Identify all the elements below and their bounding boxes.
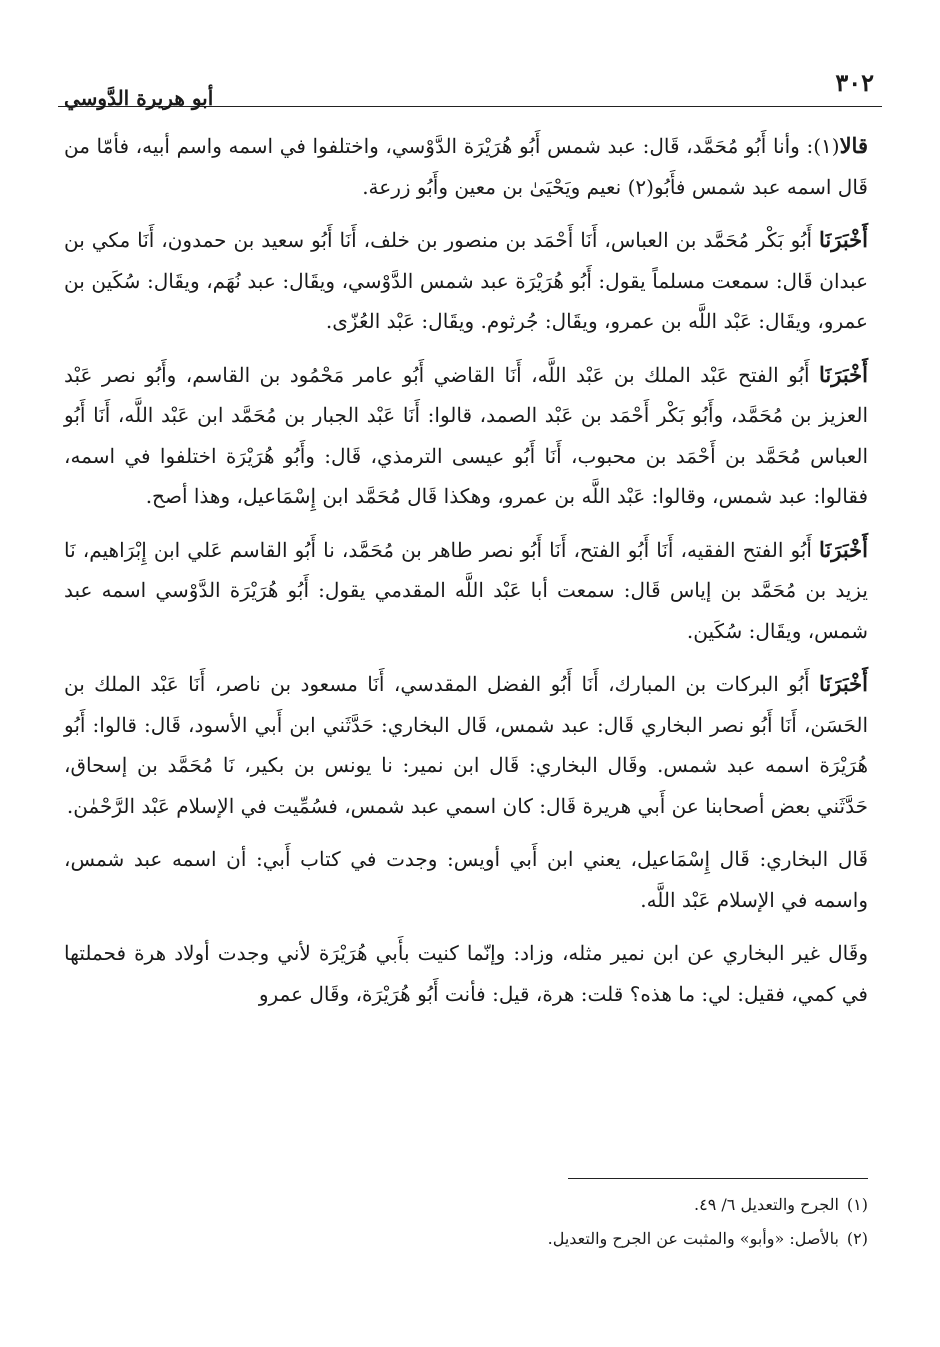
footnote-number: (٢) — [846, 1229, 868, 1248]
paragraph-lead: أَخْبَرَنَا — [819, 536, 868, 562]
page-number: ٣٠٢ — [835, 68, 874, 97]
paragraph-text: (١): وأنا أَبُو مُحَمَّد، قَال: عبد شمس أَبُو هُرَيْرَة الدَّوْسي، واختلفوا في اسمه واسم أبيه، فأمّا من قَال اسمه عبد شمس فأَبُو(٢) نعيم ويَحْيَىٰ بن معين وأَبُو زرعة. — [64, 134, 868, 199]
footnote — [64, 1222, 868, 1256]
footnote-text: الجرح والتعديل ٦/ ٤٩. — [694, 1195, 839, 1214]
footnotes — [64, 1178, 868, 1256]
paragraph-text: أَبُو الفتح الفقيه، أَنَا أَبُو الفتح، أَنَا أَبُو نصر طاهر بن مُحَمَّد، نا أَبُو القاسم عَلي ابن إِبْرَاهيم، نَا يزيد بن مُحَمَّد بن إياس قَال: سمعت أبا عَبْد اللَّه المقدمي يقول: أَبُو هُرَيْرَة الدَّوْسي اسمه عبد شمس، ويقَال: سُكَين. — [64, 537, 868, 643]
paragraph-text: أَبُو الفتح عَبْد الملك بن عَبْد اللَّه، أَنَا القاضي أَبُو عامر مَحْمُود بن القاسم، وأَبُو نصر عَبْد العزيز بن مُحَمَّد، وأَبُو بَكْر أَحْمَد بن عَبْد الصمد، قالوا: أَنَا عَبْد الجبار بن مُحَمَّد ابن عَبْد اللَّه، أَنَا أَبُو العباس مُحَمَّد بن أَحْمَد بن محبوب، أَنَا أَبُو عيسى الترمذي، قَال: وأَبُو هُرَيْرَة اختلفوا في اسمه، فقالوا: عبد شمس، وقالوا: عَبْد اللَّه بن عمرو، وهكذا قَال مُحَمَّد ابن إِسْمَاعيل، وهذا أصح. — [64, 362, 868, 508]
paragraph-lead: أَخْبَرَنَا — [819, 671, 868, 696]
page-header — [58, 62, 882, 110]
paragraph-text: قَال البخاري: قَال إِسْمَاعيل، يعني ابن أَبي أويس: وجدت في كتاب أَبي: أن اسمه عبد شمس، واسمه في الإسلام عَبْد اللَّه. — [64, 847, 868, 912]
footnote — [64, 1188, 868, 1222]
running-title: أبو هريرة الدَّوسي — [64, 86, 214, 110]
paragraph-text: أَبُو بَكْر مُحَمَّد بن العباس، أَنَا أَحْمَد بن منصور بن خلف، أَنَا أَبُو سعيد بن حمدون، أَنَا مكي بن عبدان قَال: سمعت مسلماً يقول: أَبُو هُرَيْرَة عبد شمس الدَّوْسي، ويقَال: عبد نُهَم، ويقَال: سُكَين بن عمرو، ويقَال: عَبْد اللَّه بن عمرو، ويقَال: جُرثوم. ويقَال: عَبْد العُزّى. — [64, 228, 868, 333]
paragraph-lead: قالا — [839, 133, 868, 158]
paragraph-text: وقَال غير البخاري عن ابن نمير مثله، وزاد: وإنّما كنيت بأَبي هُرَيْرَة لأني وجدت أولاد هرة فحملتها في كمي، فقيل: لي: ما هذه؟ قلت: هرة، قيل: فأنت أَبُو هُرَيْرَة، وقَال عمرو — [64, 941, 868, 1006]
paragraph — [64, 126, 868, 207]
paragraph — [64, 220, 868, 342]
paragraph-lead: أَخْبَرَنَا — [819, 361, 868, 387]
paragraph — [64, 355, 868, 517]
paragraph — [64, 530, 868, 652]
paragraph-text: أَبُو البركات بن المبارك، أَنَا أَبُو الفضل المقدسي، أَنَا مسعود بن ناصر، أَنَا عَبْد الملك بن الحَسَن، أَنَا أَبُو نصر البخاري قَال: عبد شمس، قَال البخاري: حَدَّثَني ابن أَبي الأسود، قَال: قالوا: أَبُو هُرَيْرَة اسمه عبد شمس. وقَال البخاري: قَال ابن نمير: نا يونس بن بكير، نَا مُحَمَّد بن إسحاق، حَدَّثَني بعض أصحابنا عن أَبي هريرة قَال: كان اسمي عبد شمس، فسُمِّيت في الإسلام عَبْد الرَّحْمٰن. — [64, 672, 868, 818]
paragraph-lead: أَخْبَرَنَا — [819, 227, 868, 252]
footnote-text: بالأصل: «وأبو» والمثبت عن الجرح والتعديل. — [547, 1229, 839, 1248]
main-text — [64, 126, 868, 1027]
paragraph — [64, 664, 868, 826]
footnote-number: (١) — [846, 1195, 868, 1214]
paragraph — [64, 933, 868, 1014]
paragraph — [64, 839, 868, 920]
